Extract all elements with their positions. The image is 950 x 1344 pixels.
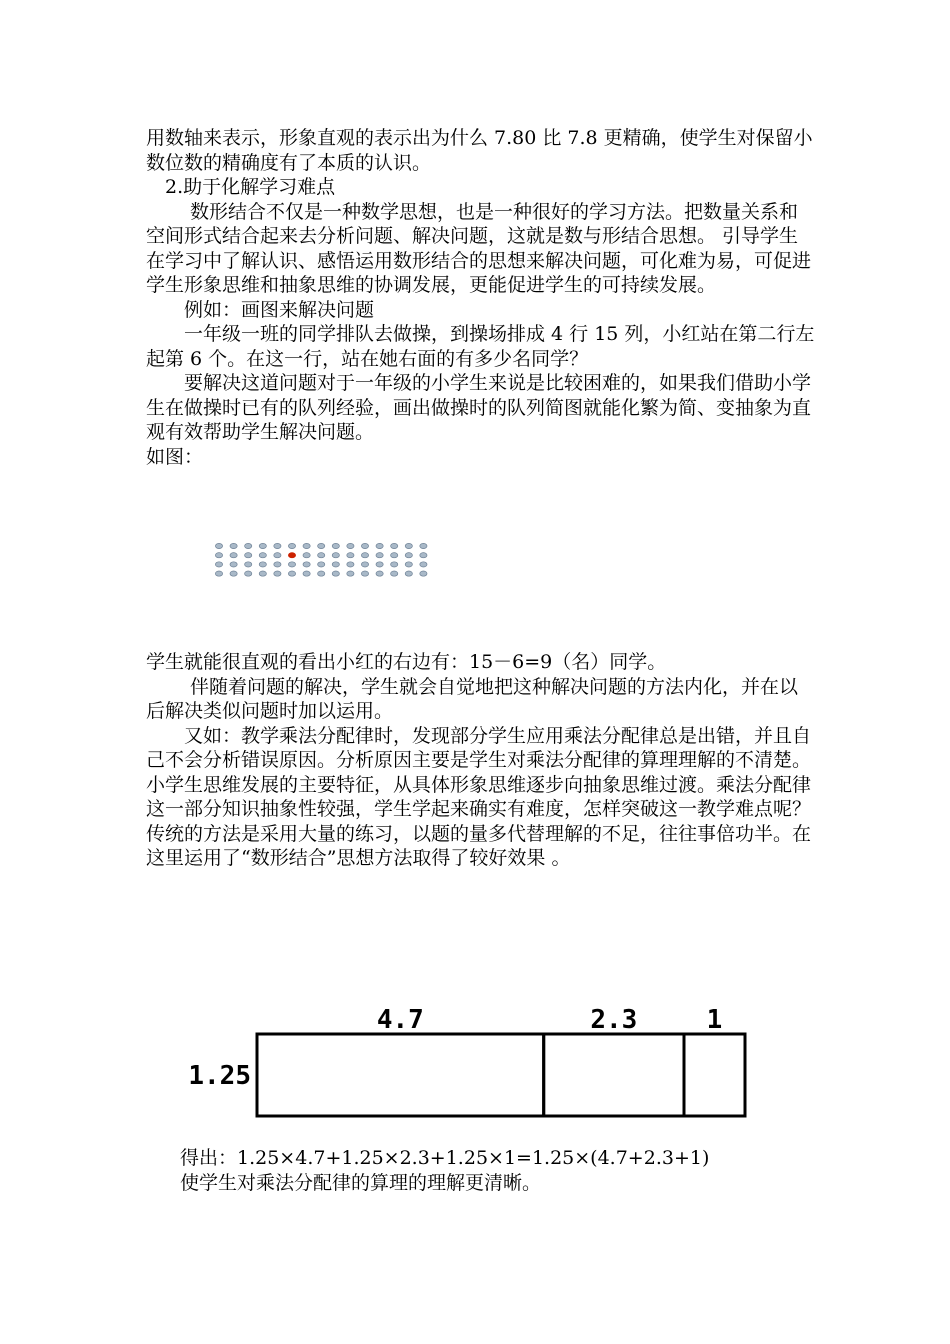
student-dot [215,571,222,576]
student-dot [391,571,398,576]
student-dot [376,543,383,548]
student-dot [230,562,237,567]
student-dot [215,562,222,567]
conclusion-line: 使学生对乘法分配律的算理的理解更清晰。 [180,1171,542,1194]
student-dot [332,553,339,558]
student-dot [347,543,354,548]
student-dot [303,553,310,558]
student-dot [215,553,222,558]
student-dot [420,571,427,576]
student-dot [347,562,354,567]
segment-label: 1 [706,1005,723,1035]
student-dot [318,543,325,548]
student-dot [347,553,354,558]
student-dot [303,571,310,576]
student-dot [215,543,222,548]
student-dot [288,571,295,576]
paragraph: 数形结合不仅是一种数学思想，也是一种很好的学习方法。把数量关系和空间形式结合起来去分析问题、解决问题，这就是数与形结合思想。 引导学生在学习中了解认识、感悟运用数形结合的思想来解决问题，可化难为易，可促进学生形象思维和抽象思维的协调发展，更能促进学生的可持续发展。 [146,200,812,296]
student-dot [230,571,237,576]
text-block-top [146,126,816,469]
segment-label: 2.3 [590,1005,638,1035]
student-dot [245,562,252,567]
paragraph: 用数轴来表示，形象直观的表示出为什么 7.80 比 7.8 更精确，使学生对保留小数位数的精确度有了本质的认识。 [146,127,813,174]
student-dot [420,543,427,548]
student-dot [361,553,368,558]
student-dot [332,571,339,576]
student-dot [318,571,325,576]
student-dot [361,543,368,548]
paragraph: 如图： [146,445,204,468]
formula-block [180,1146,860,1195]
queue-dot-grid [214,542,444,580]
student-dot [274,571,281,576]
paragraph: 又如：教学乘法分配律时，发现部分学生应用乘法分配律总是出错，并且自己不会分析错误原因。分析原因主要是学生对乘法分配律的算理理解的不清楚。小学生思维发展的主要特征，从具体形象思维逐步向抽象思维过渡。乘法分配律这一部分知识抽象性较强，学生学起来确实有难度，怎样突破这一教学难点呢？传统的方法是采用大量的练习，以题的量多代替理解的不足，往往事倍功半。在这里运用了“数形结合”思想方法取得了较好效果 。 [146,724,812,869]
student-dot [245,571,252,576]
formula-line: 得出：1.25×4.7+1.25×2.3+1.25×1=1.25×(4.7+2.3+1) [180,1147,710,1169]
segment-rect [257,1034,544,1116]
student-dot [318,553,325,558]
paragraph: 一年级一班的同学排队去做操，到操场排成 4 行 15 列，小红站在第二行左起第 6 个。在这一行，站在她右面的有多少名同学？ [146,323,815,370]
paragraph: 2.助于化解学习难点 [165,176,336,198]
student-dot [420,553,427,558]
student-dot [230,553,237,558]
student-dot [259,571,266,576]
student-dot [288,543,295,548]
segment-label: 4.7 [376,1005,424,1035]
student-dot [274,543,281,548]
student-dot [361,562,368,567]
student-dot [376,562,383,567]
text-block-bottom [146,650,816,871]
student-dot [259,553,266,558]
paragraph: 要解决这道问题对于一年级的小学生来说是比较困难的，如果我们借助小学生在做操时已有的队列经验，画出做操时的队列简图就能化繁为简、变抽象为直观有效帮助学生解决问题。 [146,372,812,443]
student-dot [405,571,412,576]
student-dot [405,553,412,558]
student-dot [245,553,252,558]
student-dot [361,571,368,576]
student-dot [288,562,295,567]
student-dot [391,562,398,567]
student-dot [376,553,383,558]
student-dot [318,562,325,567]
student-dot [420,562,427,567]
student-dot [303,562,310,567]
student-dot [391,543,398,548]
student-dot [332,543,339,548]
student-dot [274,553,281,558]
student-dot [347,571,354,576]
student-dot [259,543,266,548]
segment-rect [684,1034,745,1116]
distributive-law-rectangle-diagram [170,996,760,1126]
xiaohong-dot [288,553,295,558]
height-label: 1.25 [188,1061,251,1091]
segment-rect [544,1034,684,1116]
student-dot [303,543,310,548]
paragraph: 伴随着问题的解决，学生就会自觉地把这种解决问题的方法内化，并在以后解决类似问题时加以运用。 [146,675,799,722]
student-dot [332,562,339,567]
student-dot [405,562,412,567]
student-dot [376,571,383,576]
student-dot [230,543,237,548]
student-dot [245,543,252,548]
student-dot [391,553,398,558]
student-dot [259,562,266,567]
student-dot [405,543,412,548]
paragraph: 学生就能很直观的看出小红的右边有：15－6=9（名）同学。 [146,651,667,673]
paragraph: 例如：画图来解决问题 [184,298,375,321]
student-dot [274,562,281,567]
